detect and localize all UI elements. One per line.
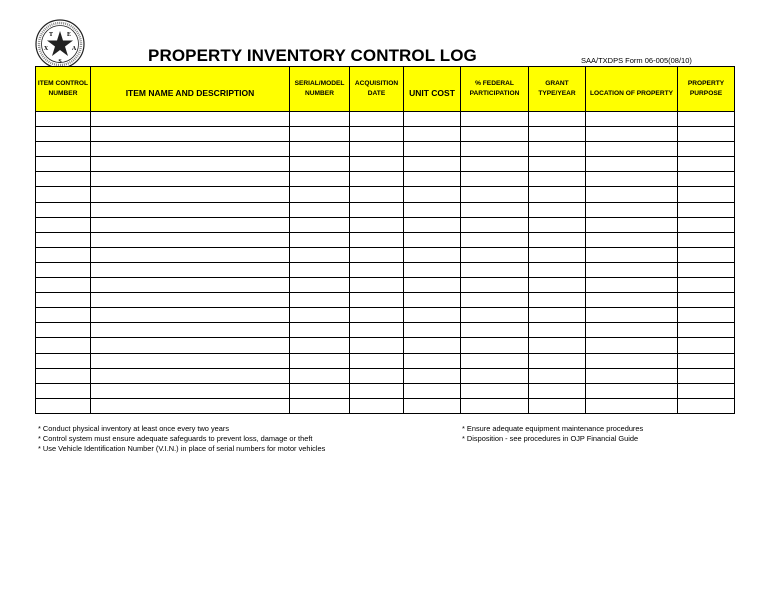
table-cell[interactable] xyxy=(350,368,404,383)
table-cell[interactable] xyxy=(290,202,350,217)
table-cell[interactable] xyxy=(36,338,91,353)
seal-letter: S xyxy=(58,59,62,65)
table-cell[interactable] xyxy=(404,293,461,308)
table-cell[interactable] xyxy=(36,262,91,277)
table-cell[interactable] xyxy=(461,278,529,293)
table-cell[interactable] xyxy=(461,323,529,338)
table-cell[interactable] xyxy=(678,172,735,187)
table-cell[interactable] xyxy=(36,323,91,338)
table-cell[interactable] xyxy=(586,202,678,217)
table-cell[interactable] xyxy=(91,127,290,142)
table-cell[interactable] xyxy=(404,247,461,262)
table-cell[interactable] xyxy=(91,112,290,127)
table-cell[interactable] xyxy=(586,112,678,127)
table-cell[interactable] xyxy=(404,157,461,172)
table-cell[interactable] xyxy=(461,383,529,398)
table-row xyxy=(36,383,735,398)
table-cell[interactable] xyxy=(91,187,290,202)
table-cell[interactable] xyxy=(529,383,586,398)
note-item: * Conduct physical inventory at least once every two years xyxy=(38,424,230,433)
table-cell[interactable] xyxy=(461,398,529,413)
table-row xyxy=(36,157,735,172)
table-cell[interactable] xyxy=(36,368,91,383)
table-cell[interactable] xyxy=(461,338,529,353)
table-cell[interactable] xyxy=(461,187,529,202)
col-header-federal-participation: % FEDERAL PARTICIPATION xyxy=(461,67,529,112)
table-cell[interactable] xyxy=(529,112,586,127)
table-row xyxy=(36,187,735,202)
table-cell[interactable] xyxy=(404,323,461,338)
table-cell[interactable] xyxy=(91,308,290,323)
table-cell[interactable] xyxy=(91,232,290,247)
col-header-item-name: ITEM NAME AND DESCRIPTION xyxy=(91,67,290,112)
table-cell[interactable] xyxy=(36,278,91,293)
col-header-acquisition-date: ACQUISITION DATE xyxy=(350,67,404,112)
table-cell[interactable] xyxy=(350,157,404,172)
table-cell[interactable] xyxy=(586,127,678,142)
form-number: SAA/TXDPS Form 06-005(08/10) xyxy=(581,56,692,65)
table-row xyxy=(36,112,735,127)
table-cell[interactable] xyxy=(91,398,290,413)
table-cell[interactable] xyxy=(350,278,404,293)
table-cell[interactable] xyxy=(36,383,91,398)
col-header-location: LOCATION OF PROPERTY xyxy=(586,67,678,112)
table-cell[interactable] xyxy=(404,172,461,187)
table-cell[interactable] xyxy=(586,217,678,232)
table-cell[interactable] xyxy=(36,202,91,217)
seal-logo xyxy=(35,19,85,69)
table-cell[interactable] xyxy=(586,323,678,338)
table-cell[interactable] xyxy=(529,232,586,247)
table-cell[interactable] xyxy=(91,247,290,262)
col-header-property-purpose: PROPERTY PURPOSE xyxy=(678,67,735,112)
table-cell[interactable] xyxy=(290,232,350,247)
table-cell[interactable] xyxy=(350,232,404,247)
table-row xyxy=(36,127,735,142)
table-cell[interactable] xyxy=(404,127,461,142)
table-cell[interactable] xyxy=(36,247,91,262)
table-row xyxy=(36,398,735,413)
table-row xyxy=(36,247,735,262)
table-cell[interactable] xyxy=(678,323,735,338)
col-header-item-control-number: ITEM CONTROL NUMBER xyxy=(36,67,91,112)
table-cell[interactable] xyxy=(290,262,350,277)
table-cell[interactable] xyxy=(91,368,290,383)
table-cell[interactable] xyxy=(91,353,290,368)
table-cell[interactable] xyxy=(529,338,586,353)
table-cell[interactable] xyxy=(404,398,461,413)
inventory-table xyxy=(35,66,735,414)
table-cell[interactable] xyxy=(350,217,404,232)
table-cell[interactable] xyxy=(36,127,91,142)
seal-letter: A xyxy=(71,46,77,52)
table-cell[interactable] xyxy=(290,338,350,353)
table-cell[interactable] xyxy=(678,157,735,172)
table-cell[interactable] xyxy=(461,308,529,323)
table-row xyxy=(36,308,735,323)
table-cell[interactable] xyxy=(678,383,735,398)
table-cell[interactable] xyxy=(678,398,735,413)
note-item: * Use Vehicle Identification Number (V.I.N.) in place of serial numbers for motor vehicles xyxy=(38,444,326,453)
table-cell[interactable] xyxy=(529,172,586,187)
table-cell[interactable] xyxy=(586,308,678,323)
table-cell[interactable] xyxy=(404,232,461,247)
table-cell[interactable] xyxy=(404,308,461,323)
table-cell[interactable] xyxy=(529,293,586,308)
table-cell[interactable] xyxy=(461,217,529,232)
table-cell[interactable] xyxy=(91,278,290,293)
table-cell[interactable] xyxy=(350,323,404,338)
table-cell[interactable] xyxy=(461,202,529,217)
table-cell[interactable] xyxy=(678,262,735,277)
table-cell[interactable] xyxy=(290,353,350,368)
table-cell[interactable] xyxy=(91,202,290,217)
table-cell[interactable] xyxy=(461,368,529,383)
table-cell[interactable] xyxy=(350,112,404,127)
table-cell[interactable] xyxy=(461,293,529,308)
seal-letter: X xyxy=(43,46,49,52)
table-cell[interactable] xyxy=(290,293,350,308)
table-cell[interactable] xyxy=(290,217,350,232)
table-cell[interactable] xyxy=(36,217,91,232)
table-row xyxy=(36,278,735,293)
table-cell[interactable] xyxy=(678,293,735,308)
table-cell[interactable] xyxy=(586,247,678,262)
table-row xyxy=(36,262,735,277)
page-title: PROPERTY INVENTORY CONTROL LOG xyxy=(148,46,477,65)
table-cell[interactable] xyxy=(36,142,91,157)
table-cell[interactable] xyxy=(91,338,290,353)
table-cell[interactable] xyxy=(461,262,529,277)
table-row xyxy=(36,202,735,217)
table-cell[interactable] xyxy=(404,187,461,202)
table-cell[interactable] xyxy=(404,202,461,217)
table-cell[interactable] xyxy=(290,398,350,413)
table-cell[interactable] xyxy=(529,217,586,232)
table-cell[interactable] xyxy=(290,142,350,157)
notes-right xyxy=(462,424,643,444)
table-cell[interactable] xyxy=(350,172,404,187)
table-cell[interactable] xyxy=(678,232,735,247)
table-cell[interactable] xyxy=(290,383,350,398)
table-header-row xyxy=(36,67,735,112)
table-row xyxy=(36,323,735,338)
table-row xyxy=(36,338,735,353)
table-cell[interactable] xyxy=(91,157,290,172)
table-cell[interactable] xyxy=(529,202,586,217)
table-cell[interactable] xyxy=(404,368,461,383)
table-cell[interactable] xyxy=(404,338,461,353)
table-cell[interactable] xyxy=(350,262,404,277)
table-cell[interactable] xyxy=(290,323,350,338)
table-cell[interactable] xyxy=(586,398,678,413)
col-header-unit-cost: UNIT COST xyxy=(404,67,461,112)
table-cell[interactable] xyxy=(678,187,735,202)
table-cell[interactable] xyxy=(529,187,586,202)
table-cell[interactable] xyxy=(36,157,91,172)
table-cell[interactable] xyxy=(678,127,735,142)
table-cell[interactable] xyxy=(529,368,586,383)
table-row xyxy=(36,142,735,157)
table-row xyxy=(36,232,735,247)
table-cell[interactable] xyxy=(586,187,678,202)
table-cell[interactable] xyxy=(36,293,91,308)
table-cell[interactable] xyxy=(290,247,350,262)
table-cell[interactable] xyxy=(529,308,586,323)
col-header-serial-model: SERIAL/MODEL NUMBER xyxy=(290,67,350,112)
table-cell[interactable] xyxy=(461,157,529,172)
table-cell[interactable] xyxy=(461,172,529,187)
table-cell[interactable] xyxy=(529,127,586,142)
table-cell[interactable] xyxy=(36,353,91,368)
table-cell[interactable] xyxy=(91,217,290,232)
table-cell[interactable] xyxy=(290,157,350,172)
table-cell[interactable] xyxy=(586,142,678,157)
table-cell[interactable] xyxy=(36,112,91,127)
col-header-grant-type-year: GRANT TYPE/YEAR xyxy=(529,67,586,112)
table-cell[interactable] xyxy=(290,308,350,323)
table-cell[interactable] xyxy=(36,398,91,413)
table-cell[interactable] xyxy=(586,172,678,187)
table-cell[interactable] xyxy=(586,293,678,308)
table-cell[interactable] xyxy=(586,278,678,293)
table-cell[interactable] xyxy=(350,293,404,308)
seal-letter: E xyxy=(66,32,72,38)
table-cell[interactable] xyxy=(678,112,735,127)
table-cell[interactable] xyxy=(290,187,350,202)
table-cell[interactable] xyxy=(404,112,461,127)
table-cell[interactable] xyxy=(350,127,404,142)
table-cell[interactable] xyxy=(290,127,350,142)
table-cell[interactable] xyxy=(586,383,678,398)
table-cell[interactable] xyxy=(404,353,461,368)
table-cell[interactable] xyxy=(91,383,290,398)
table-cell[interactable] xyxy=(404,142,461,157)
table-row xyxy=(36,217,735,232)
table-cell[interactable] xyxy=(350,383,404,398)
table-cell[interactable] xyxy=(404,278,461,293)
table-cell[interactable] xyxy=(678,278,735,293)
table-cell[interactable] xyxy=(290,112,350,127)
table-cell[interactable] xyxy=(461,112,529,127)
note-item: * Control system must ensure adequate safeguards to prevent loss, damage or theft xyxy=(38,434,313,443)
table-cell[interactable] xyxy=(290,278,350,293)
table-cell[interactable] xyxy=(461,353,529,368)
table-cell[interactable] xyxy=(461,232,529,247)
table-cell[interactable] xyxy=(290,172,350,187)
table-cell[interactable] xyxy=(91,323,290,338)
table-cell[interactable] xyxy=(461,142,529,157)
note-item: * Ensure adequate equipment maintenance procedures xyxy=(462,424,644,433)
table-row xyxy=(36,368,735,383)
table-cell[interactable] xyxy=(678,202,735,217)
table-cell[interactable] xyxy=(350,338,404,353)
table-row xyxy=(36,293,735,308)
table-cell[interactable] xyxy=(586,232,678,247)
table-cell[interactable] xyxy=(461,127,529,142)
table-cell[interactable] xyxy=(529,142,586,157)
table-cell[interactable] xyxy=(586,353,678,368)
table-cell[interactable] xyxy=(586,157,678,172)
table-cell[interactable] xyxy=(529,323,586,338)
table-cell[interactable] xyxy=(678,353,735,368)
table-cell[interactable] xyxy=(678,247,735,262)
table-cell[interactable] xyxy=(36,172,91,187)
table-cell[interactable] xyxy=(36,232,91,247)
table-cell[interactable] xyxy=(529,157,586,172)
table-cell[interactable] xyxy=(404,262,461,277)
table-cell[interactable] xyxy=(36,187,91,202)
table-cell[interactable] xyxy=(586,262,678,277)
table-cell[interactable] xyxy=(678,217,735,232)
table-cell[interactable] xyxy=(404,383,461,398)
table-cell[interactable] xyxy=(529,247,586,262)
table-cell[interactable] xyxy=(586,338,678,353)
table-cell[interactable] xyxy=(678,368,735,383)
table-cell[interactable] xyxy=(91,172,290,187)
note-item: * Disposition - see procedures in OJP Financial Guide xyxy=(462,434,639,443)
table-cell[interactable] xyxy=(350,202,404,217)
table-cell[interactable] xyxy=(350,187,404,202)
table-cell[interactable] xyxy=(404,217,461,232)
table-cell[interactable] xyxy=(461,247,529,262)
table-cell[interactable] xyxy=(91,293,290,308)
table-cell[interactable] xyxy=(529,398,586,413)
table-cell[interactable] xyxy=(678,338,735,353)
table-row xyxy=(36,172,735,187)
table-row xyxy=(36,353,735,368)
table-cell[interactable] xyxy=(350,142,404,157)
table-cell[interactable] xyxy=(350,308,404,323)
table-cell[interactable] xyxy=(350,247,404,262)
table-cell[interactable] xyxy=(350,398,404,413)
table-cell[interactable] xyxy=(350,353,404,368)
table-cell[interactable] xyxy=(586,368,678,383)
table-cell[interactable] xyxy=(678,142,735,157)
table-cell[interactable] xyxy=(529,353,586,368)
table-cell[interactable] xyxy=(529,278,586,293)
seal-letter: T xyxy=(48,32,54,38)
table-cell[interactable] xyxy=(91,262,290,277)
table-cell[interactable] xyxy=(91,142,290,157)
notes-left xyxy=(38,424,325,454)
table-cell[interactable] xyxy=(36,308,91,323)
table-cell[interactable] xyxy=(529,262,586,277)
table-cell[interactable] xyxy=(290,368,350,383)
table-cell[interactable] xyxy=(678,308,735,323)
